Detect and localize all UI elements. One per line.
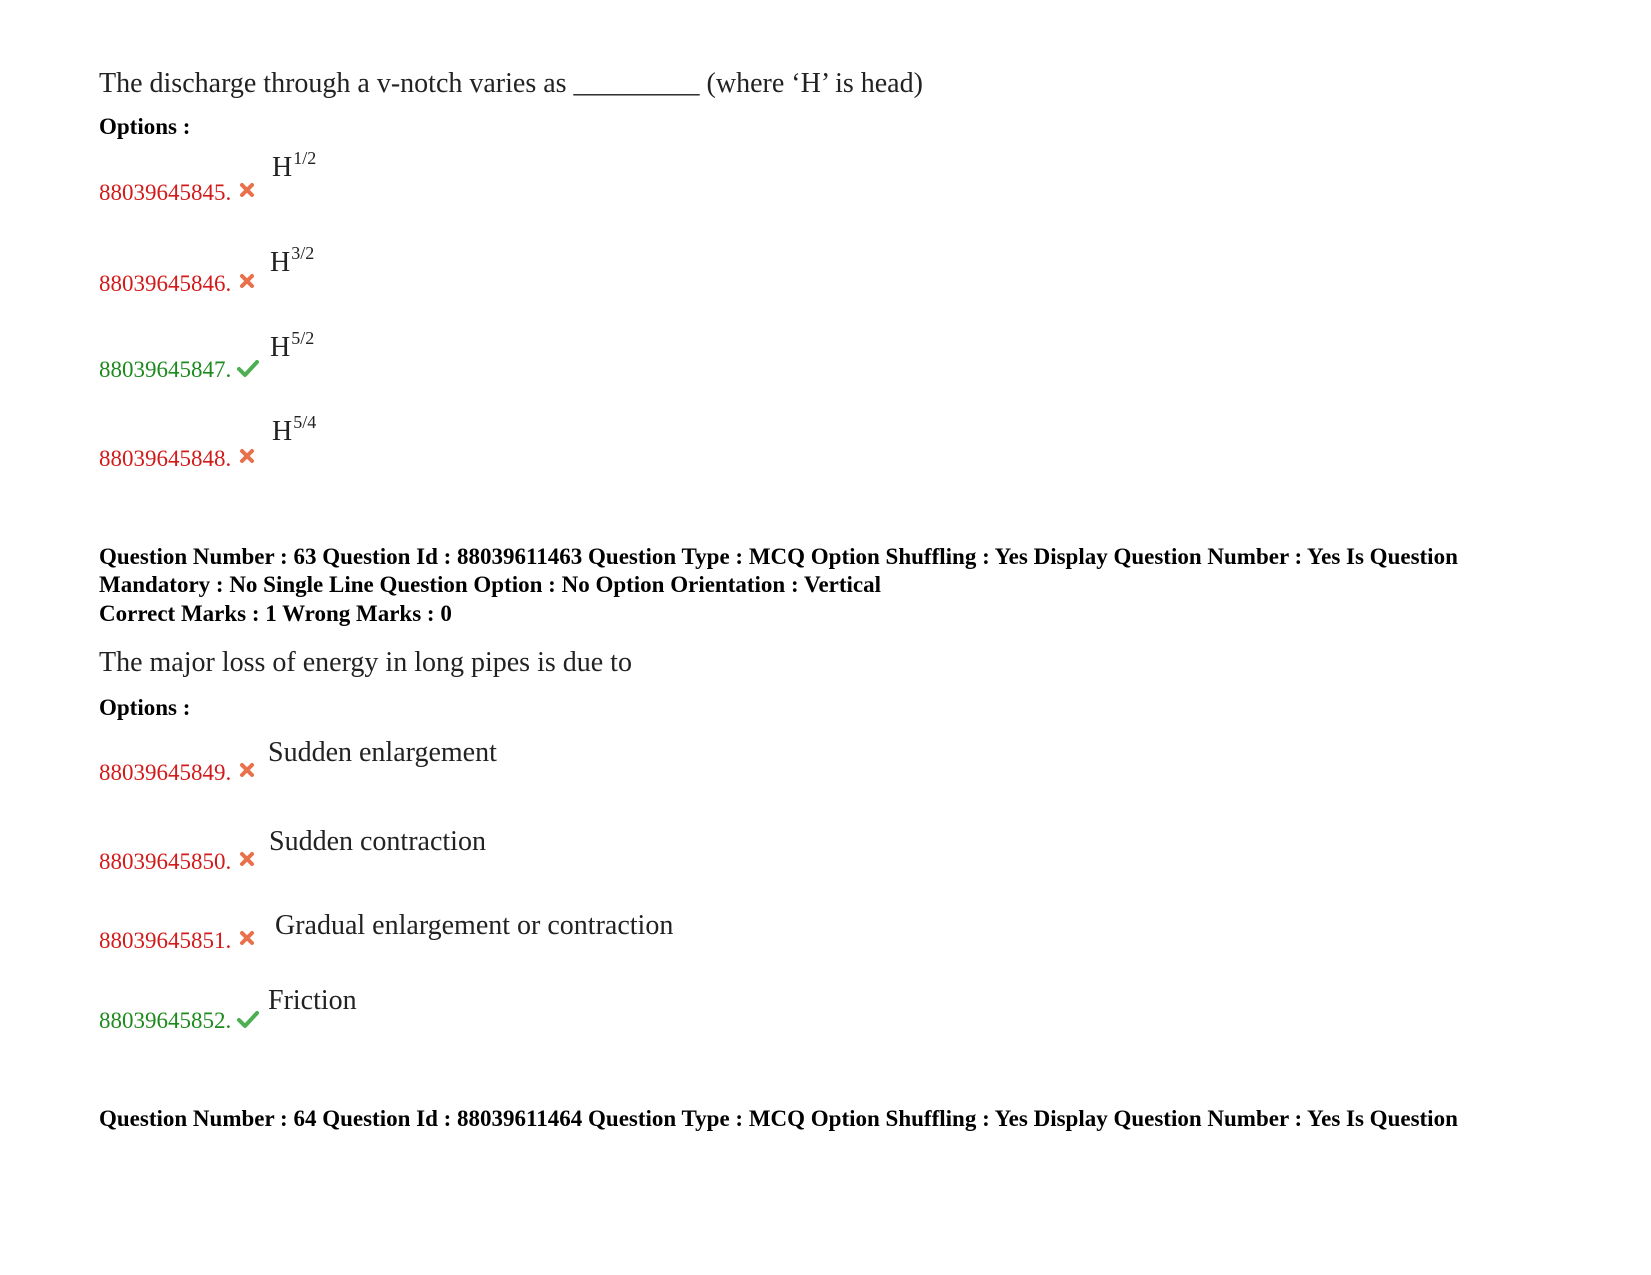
option-text: Gradual enlargement or contraction [275, 910, 674, 941]
option-base: H [270, 332, 291, 363]
option-exponent: 3/2 [291, 243, 315, 263]
option-id: 88039645852. [99, 1008, 232, 1033]
option-row [99, 928, 231, 954]
option-text: Friction [268, 985, 357, 1016]
option-exponent: 5/4 [293, 412, 317, 432]
option-id: 88039645849. [99, 760, 232, 785]
cross-mark-icon [238, 447, 256, 465]
question-64-metadata: Question Number : 64 Question Id : 88039611464 Question Type : MCQ Option Shuffling : Yes Display Question Number : Yes Is Question [99, 1106, 1458, 1131]
option-text [272, 148, 317, 184]
question-63-metadata: Question Number : 63 Question Id : 88039611463 Question Type : MCQ Option Shuffling : Yes Display Question Number : Yes Is Question Mandatory : No Single Line Question Option : No Option Orientation : Vertical [99, 544, 1458, 597]
option-base: H [272, 152, 293, 183]
cross-mark-icon [238, 850, 256, 868]
cross-mark-icon [238, 929, 256, 947]
option-exponent: 1/2 [293, 148, 317, 168]
option-id: 88039645846. [99, 271, 232, 296]
option-row [99, 1008, 231, 1034]
option-base: H [270, 247, 291, 278]
option-text [270, 328, 315, 364]
option-text [270, 243, 315, 279]
cross-mark-icon [238, 181, 256, 199]
option-base: H [272, 416, 293, 447]
option-id: 88039645848. [99, 446, 232, 471]
question-63-options-label: Options : [99, 695, 191, 720]
option-text: Sudden contraction [269, 826, 486, 857]
option-text: Sudden enlargement [268, 737, 497, 768]
option-text [272, 412, 317, 448]
option-row [99, 180, 231, 206]
option-row [99, 446, 231, 472]
check-mark-icon [236, 358, 260, 378]
cross-mark-icon [238, 272, 256, 290]
cross-mark-icon [238, 761, 256, 779]
check-mark-icon [236, 1009, 260, 1029]
option-row [99, 849, 231, 875]
question-63-stem: The major loss of energy in long pipes is due to [99, 647, 632, 678]
question-63-marks: Correct Marks : 1 Wrong Marks : 0 [99, 601, 452, 626]
option-exponent: 5/2 [291, 328, 315, 348]
option-row [99, 271, 231, 297]
option-row [99, 357, 231, 383]
option-id: 88039645845. [99, 180, 232, 205]
option-row [99, 760, 231, 786]
option-id: 88039645850. [99, 849, 232, 874]
question-62-stem: The discharge through a v-notch varies as _________ (where ‘H’ is head) [99, 68, 923, 99]
option-id: 88039645847. [99, 357, 232, 382]
option-id: 88039645851. [99, 928, 232, 953]
question-62-options-label: Options : [99, 114, 191, 139]
